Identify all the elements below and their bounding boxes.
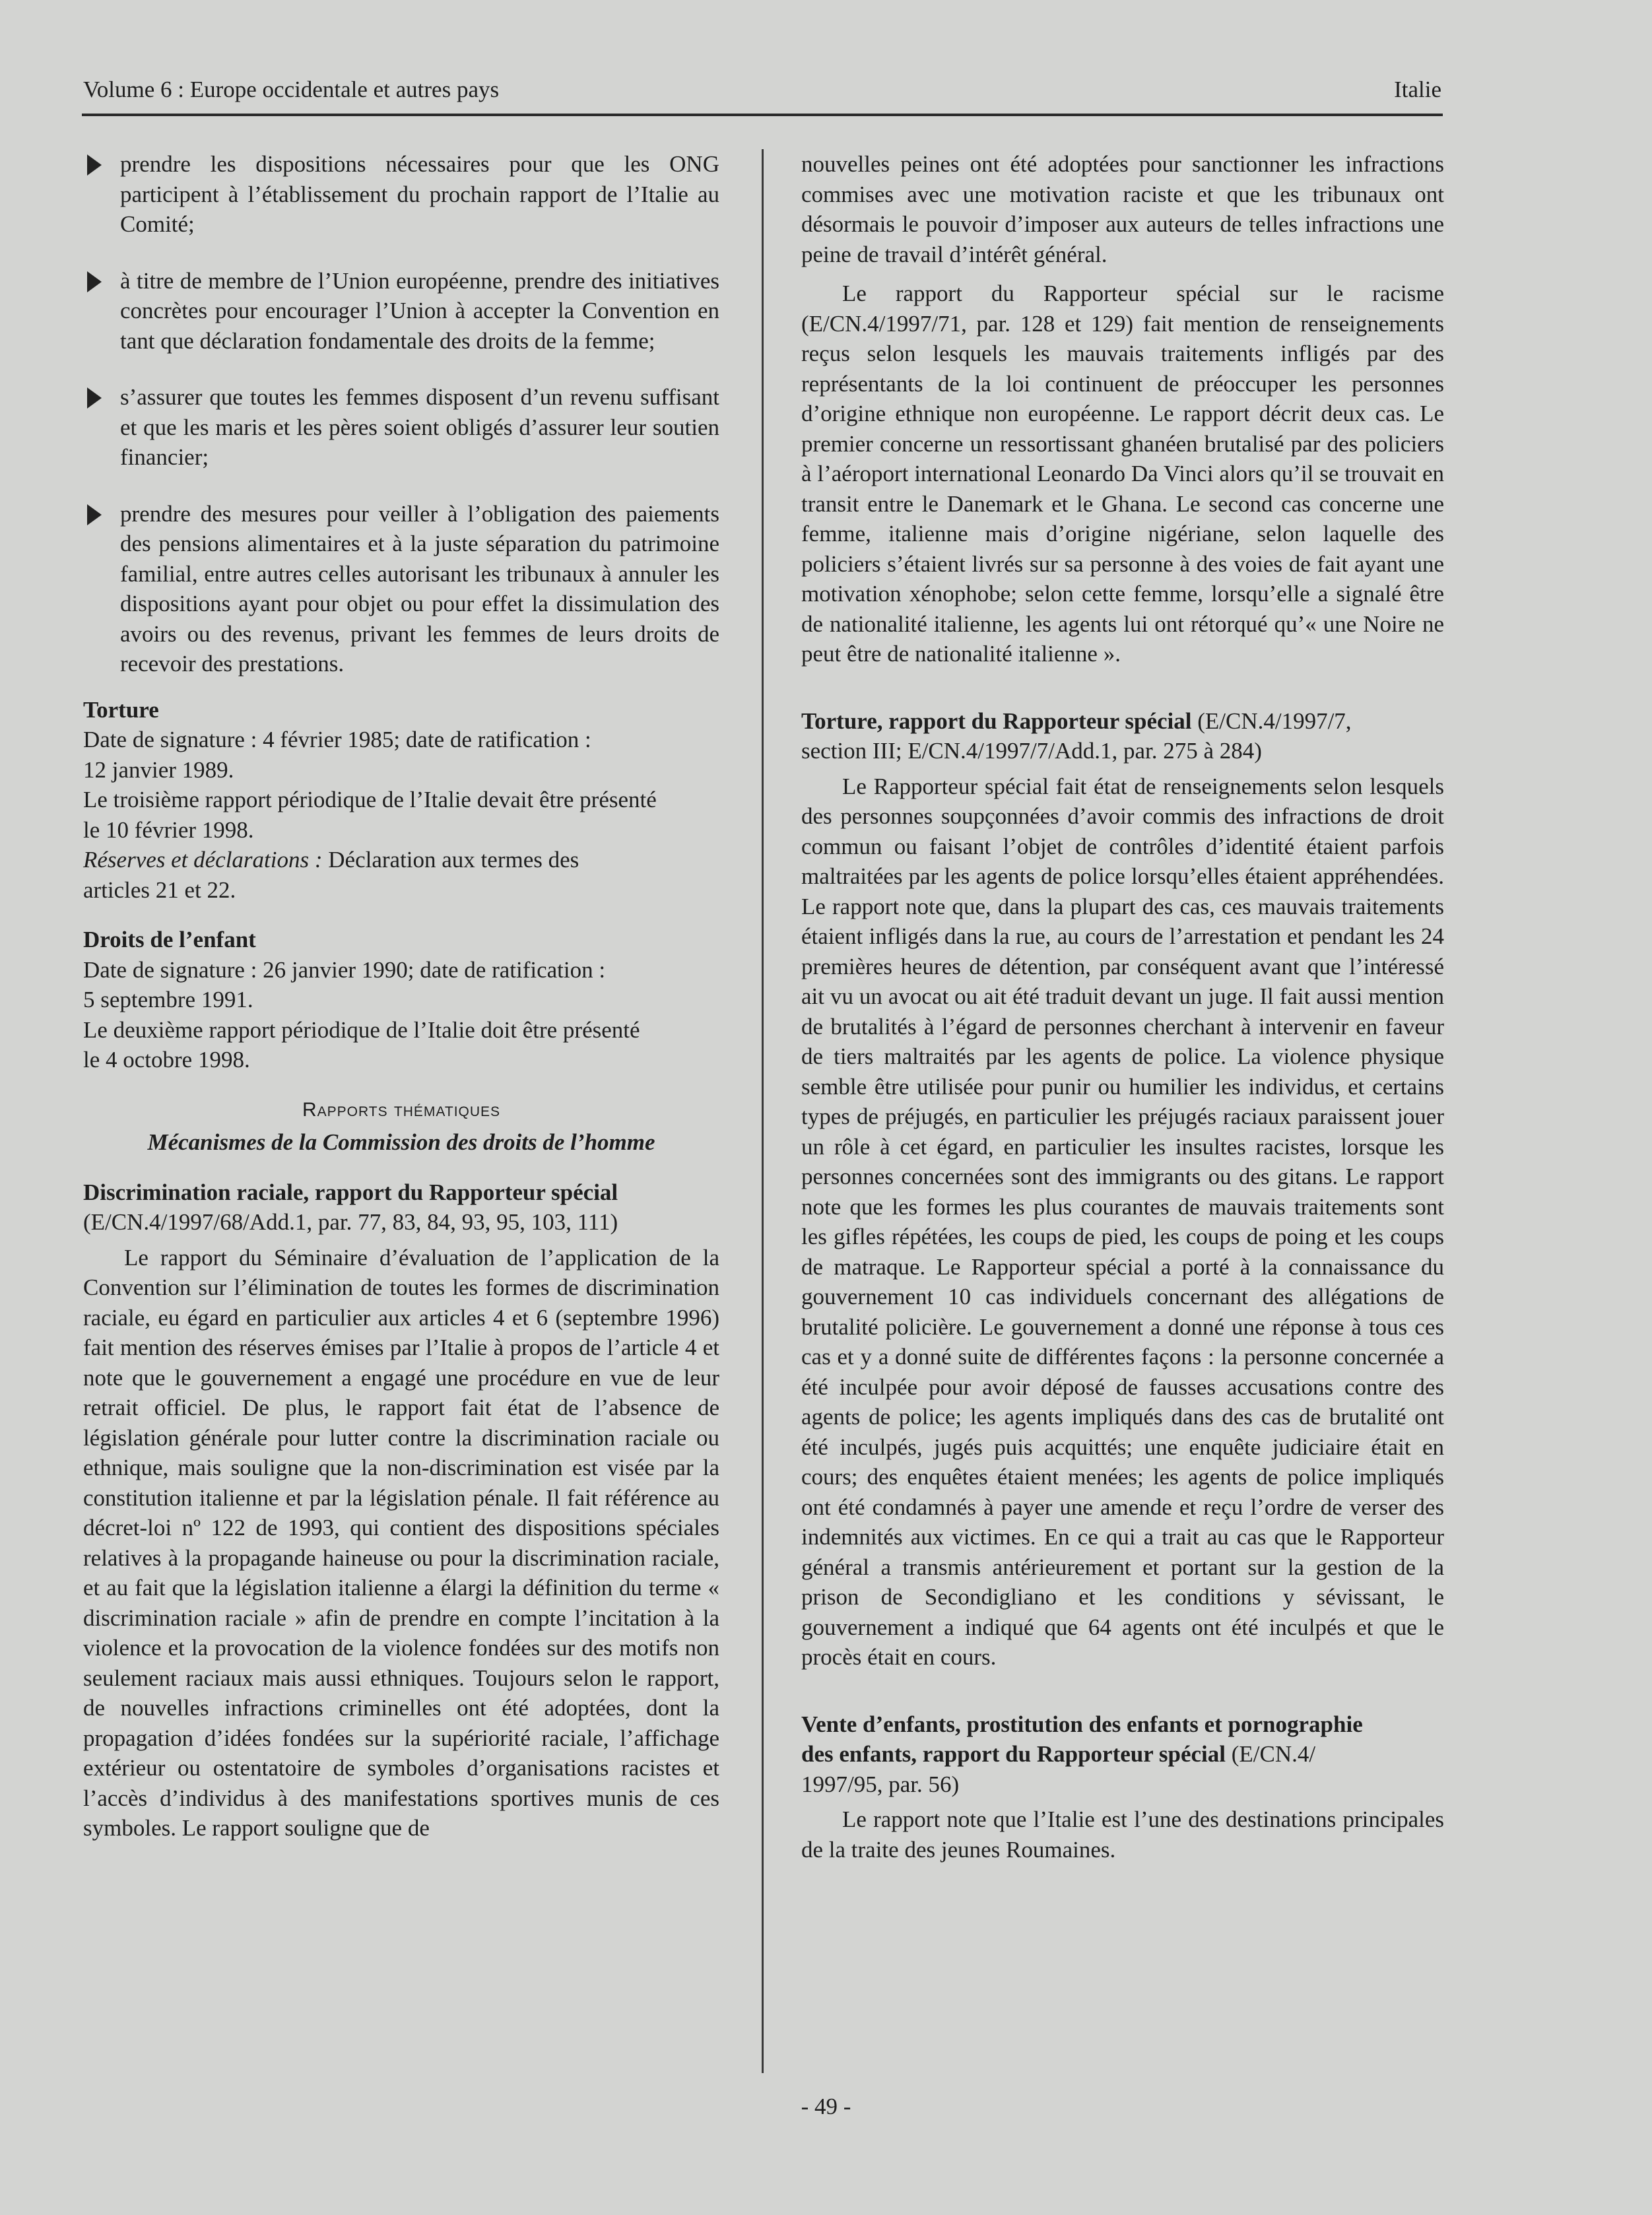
- section-title: Torture: [83, 696, 159, 723]
- section-heading: [801, 1739, 1444, 1769]
- treaty-dates: 5 septembre 1991.: [83, 987, 253, 1012]
- reservations: articles 21 et 22.: [83, 876, 236, 903]
- recommendation-text: à titre de membre de l’Union européenne, prendre des initiatives concrètes pour encourager l’Union à accepter la Convention en tant que déclaration fondamentale des droits de la femme;: [120, 267, 719, 354]
- body-paragraph: Le rapport note que l’Italie est l’une des destinations principales de la traite des jeunes Roumaines.: [801, 1806, 1444, 1863]
- recommendation-item: [83, 266, 719, 356]
- thematic-reports-heading: Rapports thématiques: [302, 1098, 501, 1121]
- report-due: le 4 octobre 1998.: [83, 1047, 250, 1073]
- recommendation-item: [83, 499, 719, 679]
- header-volume-title: Volume 6 : Europe occidentale et autres pays: [83, 77, 500, 102]
- section-title: Discrimination raciale, rapport du Rapporteur spécial: [83, 1179, 618, 1205]
- body-paragraph: Le rapport du Séminaire d’évaluation de l’application de la Convention sur l’élimination de toutes les formes de discrimination raciale, eu égard en particulier aux articles 4 et 6 (septembre 1996) fait mention des réserves émises par l’Italie à propos de l’article 4 et note que le gouvernement a engagé une procédure en vue de leur retrait officiel. De plus, le rapport fait état de l’absence de législation générale pour lutter contre la discrimination raciale ou ethnique, mais souligne que la non-discrimination est visée par la constitution italienne et par la législation pénale. Il fait référence au décret-loi nº 122 de 1993, qui contient des dispositions spéciales relatives à la propagande haineuse ou pour la discrimination raciale, et au fait que la législation italienne a élargi la définition du terme « discrimination raciale » afin de prendre en compte l’incitation à la violence et la provocation de la violence fondées sur des motifs non seulement raciaux mais aussi ethniques. Toujours selon le rapport, de nouvelles infractions criminelles ont été adoptées, dont la propagation d’idées fondées sur la supériorité raciale, l’affichage extérieur ou ostentatoire de symboles d’organisations racistes et l’accès d’individus à des manifestations sportives munis de ces symboles. Le rapport souligne que de: [83, 1244, 719, 1841]
- reservations-text: Déclaration aux termes des: [322, 847, 579, 873]
- section-reference: (E/CN.4/: [1226, 1741, 1316, 1767]
- report-due: Le troisième rapport périodique de l’Italie devait être présenté: [83, 787, 657, 812]
- torture-treaty-section: [83, 695, 719, 906]
- header-country: Italie: [1394, 77, 1441, 102]
- section-title: Torture, rapport du Rapporteur spécial: [801, 708, 1192, 734]
- triangle-bullet-icon: [87, 271, 102, 292]
- recommendation-text: prendre les dispositions nécessaires pour que les ONG participent à l’établissement du prochain rapport de l’Italie au Comité;: [120, 151, 719, 237]
- treaty-dates: Date de signature : 26 janvier 1990; date de ratification :: [83, 956, 606, 983]
- recommendation-text: prendre des mesures pour veiller à l’obligation des paiements des pensions alimentaires et à la juste séparation du patrimoine familial, entre autres celles autorisant les tribunaux à annuler les dispositions ayant pour objet ou pour effet la dissimulation des avoirs ou des revenus, privant les femmes de leurs droits de recevoir des prestations.: [120, 500, 719, 677]
- triangle-bullet-icon: [87, 504, 102, 525]
- section-reference: (E/CN.4/1997/68/Add.1, par. 77, 83, 84, 93, 95, 103, 111): [83, 1209, 618, 1235]
- reservations-label: Réserves et déclarations :: [83, 847, 323, 873]
- recommendation-item: [83, 149, 719, 240]
- treaty-dates: Date de signature : 4 février 1985; date de ratification :: [83, 727, 591, 752]
- section-reference: section III; E/CN.4/1997/7/Add.1, par. 275 à 284): [801, 738, 1262, 764]
- triangle-bullet-icon: [87, 387, 102, 409]
- triangle-bullet-icon: [87, 154, 102, 176]
- recommendation-text: s’assurer que toutes les femmes disposent d’un revenu suffisant et que les maris et les pères soient obligés d’assurer leur soutien financier;: [120, 384, 719, 470]
- torture-rapporteur-section: [801, 706, 1444, 1672]
- left-column: [83, 149, 719, 1843]
- recommendation-item: [83, 382, 719, 473]
- column-divider: [762, 149, 764, 2073]
- section-title: Droits de l’enfant: [83, 927, 256, 952]
- report-due: le 10 février 1998.: [83, 816, 254, 843]
- treaty-dates: 12 janvier 1989.: [83, 756, 234, 783]
- section-heading: [801, 706, 1444, 737]
- body-paragraph: Le Rapporteur spécial fait état de renseignements selon lesquels des personnes soupçonnées d’avoir commis des infractions de droit commun ou faisant l’objet de contrôles d’identité étaient parfois maltraitées par les agents de police lorsqu’elles étaient appréhendées. Le rapport note que, dans la plupart des cas, ces mauvais traitements étaient infligés dans la rue, au cours de l’arrestation et pendant les 24 premières heures de détention, par conséquent avant que l’intéressé ait vu un avocat ou ait été traduit devant un juge. Il fait aussi mention de brutalités à l’égard de personnes cherchant à intervenir en faveur de tiers maltraités par les agents de police. La violence physique semble être utilisée pour punir ou humilier les individus, et certains types de préjugés, en particulier les préjugés raciaux paraissent jouer un rôle à cet égard, en particulier les insultes racistes, lorsque les personnes concernées sont des immigrants ou des gitans. Le rapport note que les formes les plus courantes de mauvais traitements sont les gifles répétées, les coups de pied, les coups de poing et les coups de matraque. Le Rapporteur spécial a porté à la connaissance du gouvernement 10 cas individuels concernant des allégations de brutalité policière. Le gouvernement a donné une réponse à tous ces cas et y a donné suite de différentes façons : la personne concernée a été inculpée pour avoir déposé de fausses accusations contre des agents de police; les agents impliqués dans des cas de brutalité ont été inculpés, jugés puis acquittés; une enquête judiciaire était en cours; des enquêtes étaient menées; les agents de police impliqués ont été condamnés à payer une amende et reçu l’ordre de verser des indemnités aux victimes. En ce qui a trait au cas que le Rapporteur général a transmis antérieurement et portant sur la gestion de la prison de Secondigliano et les conditions y sévissant, le gouvernement a indiqué que 64 agents ont été inculpés et que le procès était en cours.: [801, 773, 1444, 1670]
- body-paragraph: nouvelles peines ont été adoptées pour sanctionner les infractions commises avec une motivation raciste et que les tribunaux ont désormais le pouvoir d’imposer aux auteurs de telles infractions une peine de travail d’intérêt général.: [801, 151, 1444, 267]
- mechanisms-subheading: Mécanismes de la Commission des droits de l’homme: [147, 1129, 655, 1155]
- report-due: Le deuxième rapport périodique de l’Italie doit être présenté: [83, 1016, 640, 1043]
- section-reference: 1997/95, par. 56): [801, 1771, 960, 1797]
- running-header: [83, 77, 1441, 103]
- page-number: - 49 -: [801, 2094, 851, 2119]
- right-column: [801, 149, 1444, 1865]
- racial-discrimination-section: [83, 1177, 719, 1843]
- section-reference: (E/CN.4/1997/7,: [1191, 708, 1352, 734]
- child-rights-treaty-section: [83, 925, 719, 1075]
- sale-of-children-section: [801, 1709, 1444, 1865]
- section-title: des enfants, rapport du Rapporteur spécial: [801, 1741, 1226, 1767]
- reservations: [83, 845, 719, 875]
- header-rule: [82, 114, 1443, 116]
- section-title: Vente d’enfants, prostitution des enfants et pornographie: [801, 1711, 1363, 1737]
- body-paragraph: Le rapport du Rapporteur spécial sur le racisme (E/CN.4/1997/71, par. 128 et 129) fait mention de renseignements reçus selon lesquels les mauvais traitements infligés par des représentants de la loi continuent de préoccuper les personnes d’origine ethnique non européenne. Le rapport décrit deux cas. Le premier concerne un ressortissant ghanéen brutalisé par des policiers à l’aéroport international Leonardo Da Vinci alors qu’il se trouvait en transit entre le Danemark et le Ghana. Le second cas concerne une femme, italienne mais d’origine nigériane, selon laquelle des policiers s’étaient livrés sur sa personne à des voies de fait ayant une motivation xénophobe; selon cette femme, lorsqu’elle a signalé être de nationalité italienne, les agents lui ont rétorqué qu’« une Noire ne peut être de nationalité italienne ».: [801, 281, 1444, 667]
